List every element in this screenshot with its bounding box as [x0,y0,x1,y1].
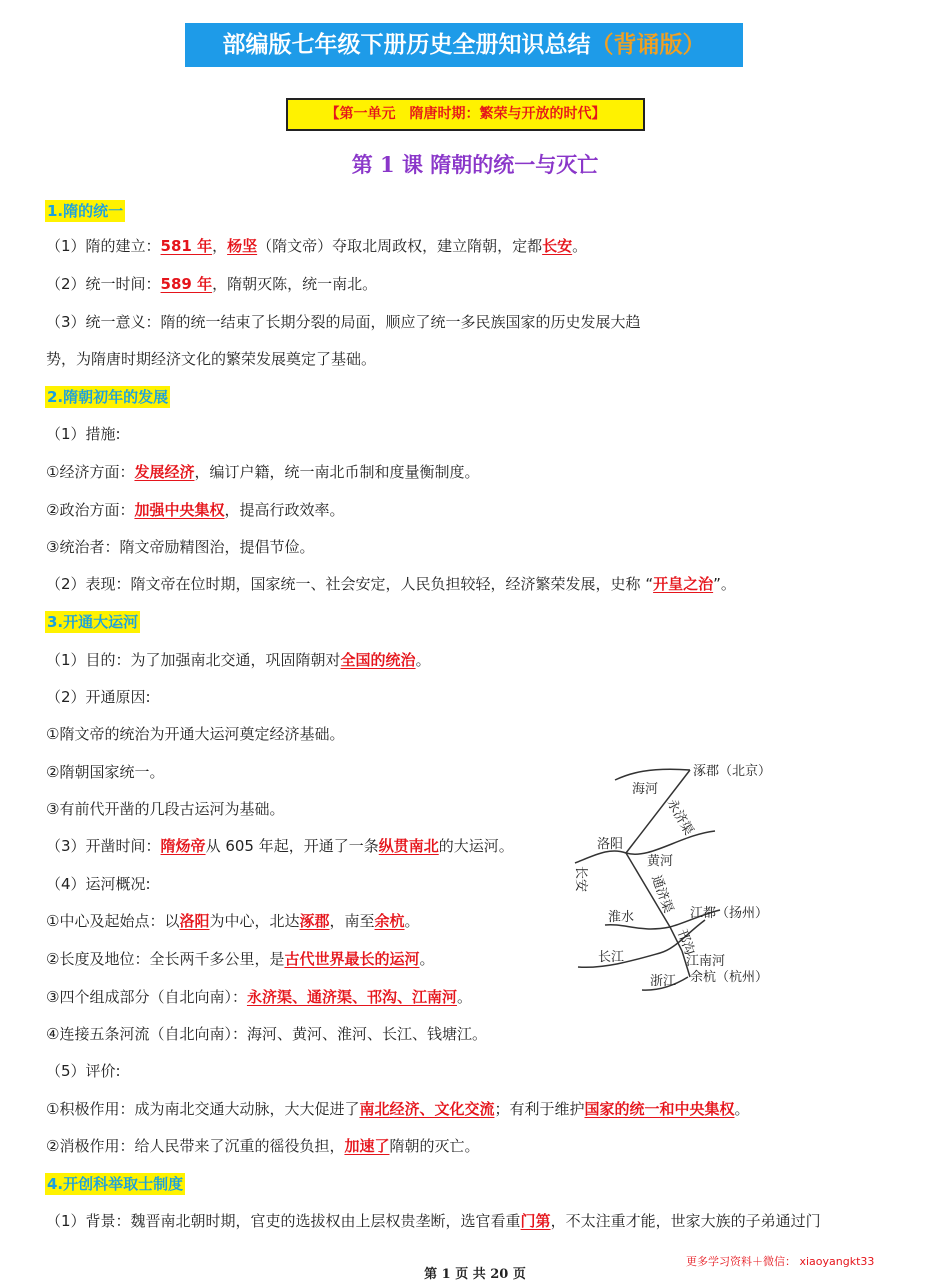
text-line: ②政治方面：加强中央集权，提高行政效率。 [46,501,345,519]
map-label-jiangnan: 江南河 [686,954,726,969]
text-line: ③统治者：隋文帝励精图治，提倡节俭。 [46,538,315,556]
key-term: 古代世界最长的运河 [284,950,420,968]
text-line: （1）隋的建立：581 年，杨坚（隋文帝）夺取北周政权，建立隋朝，定都长安。 [46,237,588,255]
page-number: 第 1 页 共 20 页 [424,1267,526,1282]
text-line: ③四个组成部分（自北向南）：永济渠、通济渠、邗沟、江南河。 [46,988,472,1006]
text-line: （5）评价: [46,1062,121,1080]
text-line: ②长度及地位：全长两千多公里，是古代世界最长的运河。 [46,950,435,968]
key-term: 589 年 [160,275,213,293]
map-label-zhejiang: 浙江 [650,974,677,989]
section-heading-4: 4.开创科举取士制度 [47,1175,184,1193]
key-term: 纵贯南北 [378,837,439,855]
section-heading-3: 3.开通大运河 [47,613,139,631]
lesson-title: 第 1 课 隋朝的统一与灭亡 [351,152,599,177]
document-title-banner [185,23,743,67]
map-label-jiangdu: 江都（扬州） [690,906,769,921]
title-accent: （背诵版） [590,32,706,58]
text-line: （2）表现：隋文帝在位时期，国家统一、社会安定，人民负担较轻，经济繁荣发展，史称 “开皇之治”。 [46,575,736,593]
text-line: 势，为隋唐时期经济文化的繁荣发展奠定了基础。 [46,350,377,368]
text-line: （2）开通原因: [46,688,151,706]
map-label-huanghe: 黄河 [647,854,674,869]
map-label-huai: 淮水 [608,910,635,925]
river-haihe [615,769,690,780]
map-label-tongji: 通济渠 [648,873,676,916]
key-term: 洛阳 [179,912,210,930]
text-line: ①积极作用：成为南北交通大动脉，大大促进了南北经济、文化交流；有利于维护国家的统一和中央集权。 [46,1100,750,1118]
key-term: 开皇之治 [653,575,714,593]
map-label-luoyang: 洛阳 [597,837,624,852]
key-term: 隋炀帝 [160,837,206,855]
key-term: 永济渠、通济渠、邗沟、江南河 [246,988,457,1006]
text-line: ③有前代开凿的几段古运河为基础。 [46,800,285,818]
river-huanghe [575,831,715,863]
key-term: 杨坚 [227,237,258,255]
text-line: （3）开凿时间：隋炀帝从 605 年起，开通了一条纵贯南北的大运河。 [46,837,514,855]
section-heading-2: 2.隋朝初年的发展 [47,388,169,406]
map-label-haihe: 海河 [632,782,659,797]
map-label-zhuojun: 涿郡（北京） [693,764,772,779]
text-line: ④连接五条河流（自北向南）：海河、黄河、淮河、长江、钱塘江。 [46,1025,487,1043]
text-line: （1）措施: [46,425,121,443]
map-label-yongji: 永济渠 [663,796,696,838]
text-line: ①经济方面：发展经济，编订户籍，统一南北币制和度量衡制度。 [46,463,480,481]
key-term: 长安 [542,237,573,255]
text-line: （4）运河概况: [46,875,151,893]
key-term: 涿郡 [299,912,330,930]
key-term: 581 年 [160,237,213,255]
map-label-changan: 长安 [573,866,588,893]
map-label-hangou: 邗沟 [673,927,697,958]
text-line: ②隋朝国家统一。 [46,763,165,781]
text-line: ①中心及起始点：以洛阳为中心，北达涿郡，南至余杭。 [46,912,420,930]
map-label-yuhang: 余杭（杭州） [690,970,769,985]
key-term: 国家的统一和中央集权 [584,1100,735,1118]
key-term: 余杭 [374,912,405,930]
key-term: 门第 [520,1212,551,1230]
title-main: 部编版七年级下册历史全册知识总结 [222,32,591,58]
text-line: （1）背景：魏晋南北朝时期，官吏的选拔权由上层权贵垄断，选官看重门第，不太注重才能，世家大族的子弟通过门 [46,1212,821,1230]
text-line: ①隋文帝的统治为开通大运河奠定经济基础。 [46,725,345,743]
text-line: （2）统一时间：589 年，隋朝灭陈，统一南北。 [46,275,378,293]
grand-canal-map [560,755,800,1000]
text-line: （3）统一意义：隋的统一结束了长期分裂的局面，顺应了统一多民族国家的历史发展大趋 [46,313,641,331]
section-heading-1: 1.隋的统一 [47,202,124,220]
text-line: ②消极作用：给人民带来了沉重的徭役负担，加速了隋朝的灭亡。 [46,1137,480,1155]
key-term: 全国的统治 [340,651,416,669]
key-term: 加强中央集权 [134,501,225,519]
key-term: 发展经济 [134,463,195,481]
key-term: 南北经济、文化交流 [359,1100,495,1118]
unit-title: 【第一单元 隋唐时期：繁荣与开放的时代】 [286,98,645,131]
wechat-note: 更多学习资料＋微信： xiaoyangkt33 [686,1255,875,1268]
text-line: （1）目的：为了加强南北交通，巩固隋朝对全国的统治。 [46,651,431,669]
key-term: 加速了 [344,1137,390,1155]
map-label-changjiang: 长江 [598,950,625,965]
